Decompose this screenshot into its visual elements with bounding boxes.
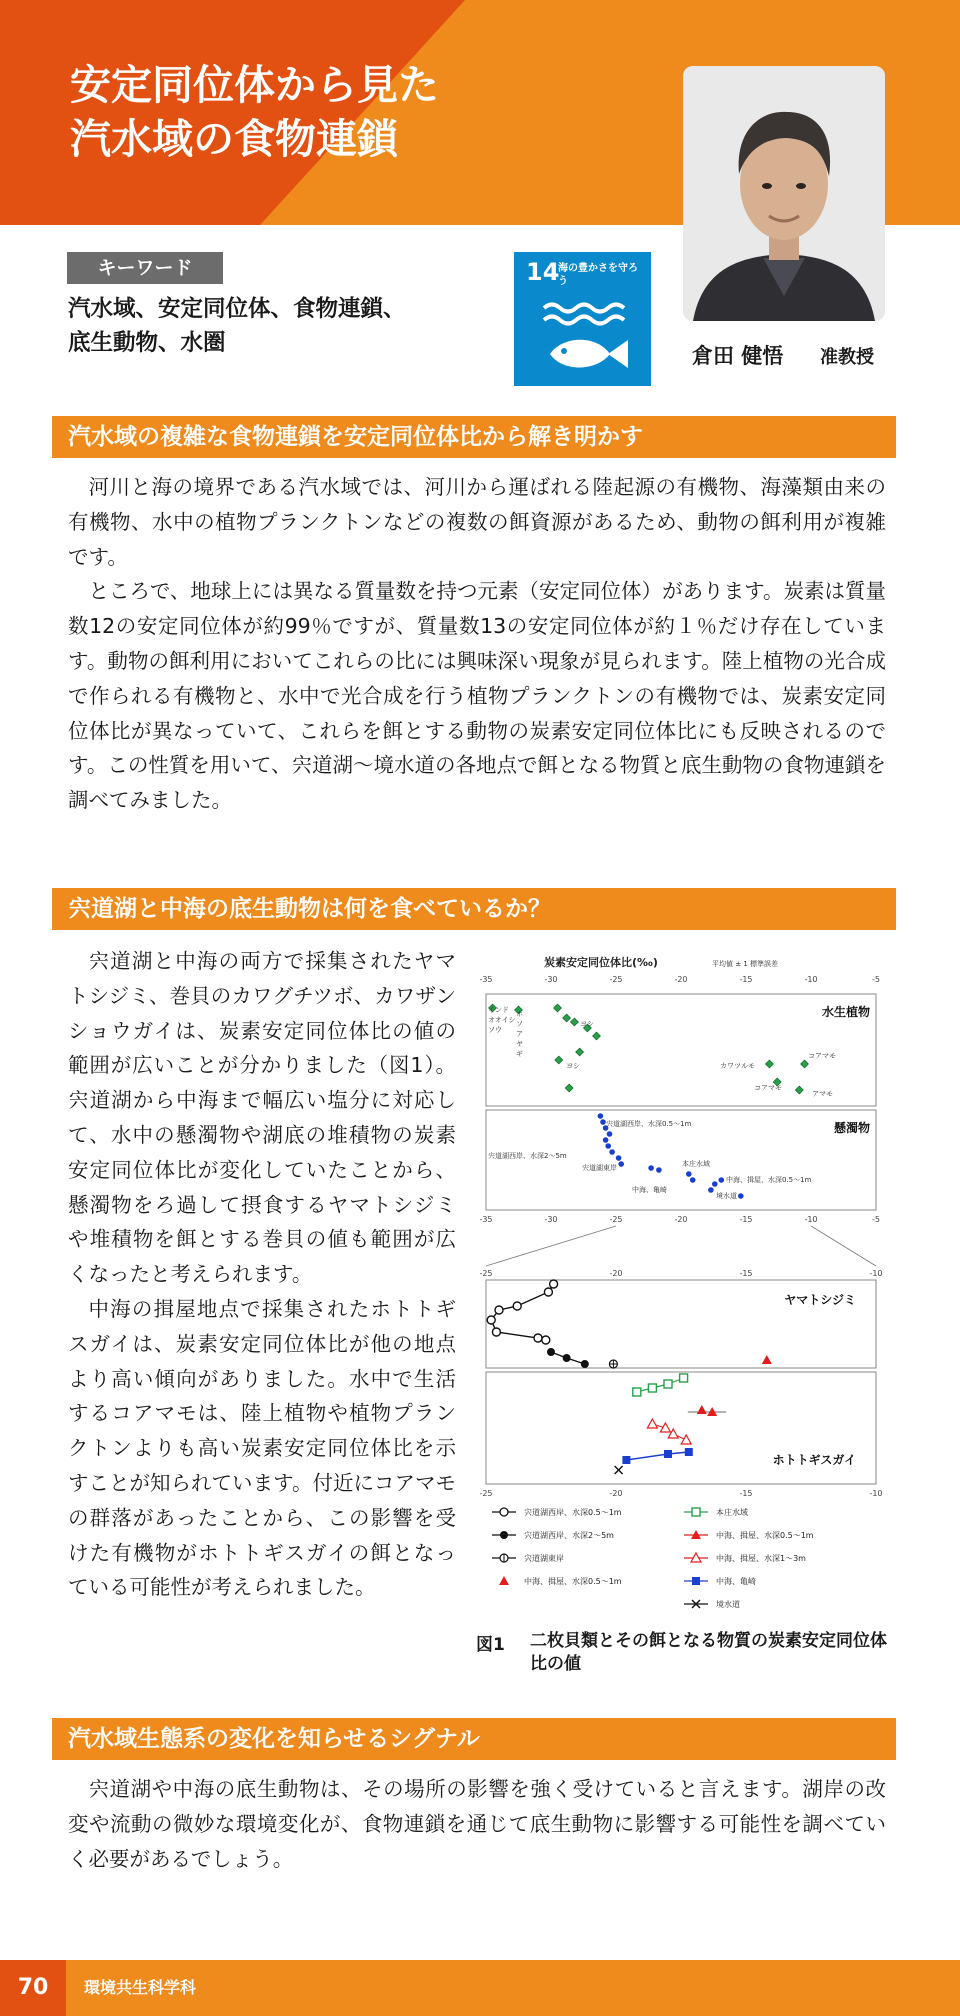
plant-label: アマモ xyxy=(812,1090,833,1098)
paragraph: 河川と海の境界である汽水域では、河川から運ばれる陸起源の有機物、海藻類由来の有機物、水中の植物プランクトンなどの複数の餌資源があるため、動物の餌利用が複雑です。 xyxy=(68,475,886,569)
title-line-2: 汽水域の食物連鎖 xyxy=(70,115,398,163)
top-tick-label-lower: -25 xyxy=(609,1215,623,1224)
bottom-tick-label-upper: -25 xyxy=(479,1269,493,1278)
suspended-label: 宍道湖西岸、水深0.5～1m xyxy=(606,1120,692,1128)
honjo-point xyxy=(648,1384,656,1392)
legend-marker xyxy=(499,1576,509,1585)
bottom-tick-label-upper: -20 xyxy=(609,1269,623,1278)
shijimi-open-point xyxy=(542,1336,550,1344)
suspended-point xyxy=(712,1181,718,1187)
honjo-point xyxy=(633,1388,641,1396)
page-title xyxy=(70,58,439,166)
legend-label: 中海、揖屋、水深0.5～1m xyxy=(524,1577,622,1586)
suspended-point xyxy=(605,1143,611,1149)
figure-1-chart xyxy=(472,952,890,1662)
section-heading-2: 宍道湖と中海の底生動物は何を食べているか？ xyxy=(52,888,896,930)
top-tick-label: -15 xyxy=(739,975,753,984)
plant-label: ソ xyxy=(516,1020,523,1028)
plant-label: カワツルモ xyxy=(720,1062,755,1070)
suspended-point xyxy=(686,1171,692,1177)
section-1-body xyxy=(68,470,886,818)
suspended-point xyxy=(603,1137,609,1143)
legend-label: 中海、揖屋、水深0.5～1m xyxy=(716,1531,814,1540)
sdg-14-badge xyxy=(514,252,651,386)
bottom-tick-label-upper: -10 xyxy=(869,1269,883,1278)
author-name: 倉田 健悟 xyxy=(692,344,784,368)
top-tick-label: -35 xyxy=(479,975,493,984)
top-tick-label-lower: -10 xyxy=(804,1215,818,1224)
legend-label: 宍道湖西岸、水深2～5m xyxy=(524,1531,614,1540)
plant-label: ア xyxy=(516,1030,523,1038)
suspended-point xyxy=(738,1193,744,1199)
bottom-tick-label: -25 xyxy=(479,1489,493,1498)
shijimi-open-point xyxy=(492,1328,500,1336)
zoom-line-right xyxy=(811,1226,876,1266)
paragraph: ところで、地球上には異なる質量数を持つ元素（安定同位体）があります。炭素は質量数12の安定同位体が約99％ですが、質量数13の安定同位体が約１％だけ存在しています。動物の餌利用においてこれらの比には興味深い現象が見られます。陸上植物の光合成で作られる有機物と、水中で光合成を行う植物プランクトンの有機物では、炭素安定同位体比が異なっていて、これらを餌とする動物の炭素安定同位体比にも反映されるのです。この性質を用いて、宍道湖～境水道の各地点で餌となる物質と底生動物の食物連鎖を調べてみました。 xyxy=(68,579,886,813)
paragraph: 宍道湖と中海の両方で採集されたヤマトシジミ、巻貝のカワグチツボ、カワザンショウガイは、炭素安定同位体比の値の範囲が広いことが分かりました（図1）。宍道湖から中海まで幅広い塩分に対応して、水中の懸濁物や湖底の堆積物の炭素安定同位体比が変化していたことから、懸濁物をろ過して摂食するヤマトシジミや堆積物を餌とする巻貝の値も範囲が広くなったと考えられます。 xyxy=(68,949,456,1287)
panel-label: ホトトギスガイ xyxy=(772,1453,856,1467)
paragraph: 中海の揖屋地点で採集されたホトトギスガイは、炭素安定同位体比が他の地点より高い傾向がありました。水中で生活するコアマモは、陸上植物や植物プランクトンよりも高い炭素安定同位体比を示すことが知られています。付近にコアマモの群落があったことから、この影響を受けた有機物がホトトギスガイの餌となっている可能性が考えられました。 xyxy=(68,1296,456,1600)
top-tick-label: -10 xyxy=(804,975,818,984)
plant-label: インド xyxy=(488,1006,509,1014)
legend-label: 中海、揖屋、水深1～3m xyxy=(716,1554,806,1563)
plant-label: コアマモ xyxy=(754,1084,782,1092)
bottom-tick-label: -20 xyxy=(609,1489,623,1498)
kamezaki-point xyxy=(664,1450,672,1458)
suspended-point xyxy=(616,1155,622,1161)
panel-label: 懸濁物 xyxy=(833,1121,870,1135)
fish-waves-icon xyxy=(514,252,651,386)
legend-label: 宍道湖東岸 xyxy=(524,1554,564,1563)
honjo-point xyxy=(664,1380,672,1388)
panel-label: 水生植物 xyxy=(821,1005,870,1019)
plant-label: ギ xyxy=(516,1050,523,1058)
shijimi-open-point xyxy=(544,1288,552,1296)
kamezaki-point xyxy=(622,1456,630,1464)
bottom-tick-label-upper: -15 xyxy=(739,1269,753,1278)
suspended-label: 中海、揖屋、水深0.5～1m xyxy=(726,1176,812,1184)
footer xyxy=(0,1960,960,2016)
portrait-illustration xyxy=(683,66,885,321)
suspended-point xyxy=(609,1149,615,1155)
sdg-label: 海の豊かさを守ろう xyxy=(558,263,638,287)
top-tick-label-lower: -20 xyxy=(674,1215,688,1224)
section-3-body xyxy=(68,1772,886,1876)
suspended-label: 宍道湖西岸、水深2～5m xyxy=(488,1152,567,1160)
keywords xyxy=(68,292,468,360)
author-photo xyxy=(683,66,885,321)
suspended-point xyxy=(618,1161,624,1167)
chart-note: 平均値 ± 1 標準誤差 xyxy=(712,960,778,968)
plant-label: ヤ xyxy=(516,1040,523,1048)
top-tick-label: -20 xyxy=(674,975,688,984)
figure-caption: 二枚貝類とその餌となる物質の炭素安定同位体比の値 xyxy=(530,1631,887,1674)
sdg-number: 14 xyxy=(526,258,560,286)
top-tick-label-lower: -15 xyxy=(739,1215,753,1224)
kamezaki-point xyxy=(685,1448,693,1456)
plant-label: ヨシ xyxy=(566,1062,580,1070)
legend-marker xyxy=(500,1531,508,1539)
keywords-line-1: 汽水域、安定同位体、食物連鎖、 xyxy=(68,296,406,322)
legend-marker xyxy=(692,1508,700,1516)
panel-hototogisu xyxy=(486,1372,876,1484)
chart-title: 炭素安定同位体比(‰) xyxy=(544,956,658,969)
legend-label: 宍道湖西岸、水深0.5～1m xyxy=(524,1508,622,1517)
suspended-label: 宍道湖東岸 xyxy=(582,1164,617,1172)
shijimi-filled-point xyxy=(563,1354,571,1362)
figure-number: 図1 xyxy=(476,1635,505,1655)
legend-label: 境水道 xyxy=(716,1600,740,1609)
shijimi-open-point xyxy=(495,1306,503,1314)
plant-label: オオイシ xyxy=(488,1016,516,1024)
keywords-line-2: 底生動物、水圏 xyxy=(68,330,226,356)
top-tick-label: -5 xyxy=(872,975,880,984)
suspended-point xyxy=(648,1165,654,1171)
bottom-tick-label: -15 xyxy=(739,1489,753,1498)
plant-label: ヨシ xyxy=(580,1020,594,1028)
suspended-point xyxy=(600,1119,606,1125)
suspended-label: 中海、亀崎 xyxy=(632,1186,667,1194)
shijimi-open-point xyxy=(550,1280,558,1288)
shijimi-open-point xyxy=(534,1334,542,1342)
suspended-label: 境水道 xyxy=(716,1192,737,1200)
top-tick-label-lower: -5 xyxy=(872,1215,880,1224)
page-number: 70 xyxy=(0,1960,66,2016)
suspended-point xyxy=(607,1131,613,1137)
suspended-point xyxy=(719,1177,725,1183)
title-line-1: 安定同位体から見た xyxy=(70,61,439,109)
department-name: 環境共生科学科 xyxy=(84,1978,197,1997)
suspended-point xyxy=(598,1113,604,1119)
author-title: 准教授 xyxy=(820,347,874,368)
paragraph: 宍道湖や中海の底生動物は、その場所の影響を強く受けていると言えます。湖岸の改変や流動の微妙な環境変化が、食物連鎖を通じて底生動物に影響する可能性を調べていく必要があるでしょう。 xyxy=(68,1777,886,1871)
suspended-point xyxy=(656,1167,662,1173)
plant-label: コアマモ xyxy=(808,1052,836,1060)
plant-label: ホ xyxy=(516,1010,523,1018)
panel-label: ヤマトシジミ xyxy=(784,1293,856,1307)
legend-label: 中海、亀崎 xyxy=(716,1577,756,1586)
isotope-chart xyxy=(472,952,890,1632)
shijimi-open-point xyxy=(487,1316,495,1324)
section-2-body xyxy=(68,944,456,1605)
suspended-point xyxy=(690,1177,696,1183)
section-heading-1: 汽水域の複雑な食物連鎖を安定同位体比から解き明かす xyxy=(52,416,896,458)
zoom-line-left xyxy=(486,1226,616,1266)
keyword-tag: キーワード xyxy=(67,252,223,284)
top-tick-label: -30 xyxy=(544,975,558,984)
legend-label: 本庄水域 xyxy=(716,1508,748,1517)
shijimi-open-point xyxy=(513,1302,521,1310)
top-tick-label-lower: -35 xyxy=(479,1215,493,1224)
suspended-point xyxy=(708,1187,714,1193)
suspended-label: 本庄水域 xyxy=(682,1160,710,1168)
legend-marker xyxy=(692,1577,700,1585)
bottom-tick-label: -10 xyxy=(869,1489,883,1498)
section-heading-3: 汽水域生態系の変化を知らせるシグナル xyxy=(52,1718,896,1760)
honjo-point xyxy=(680,1374,688,1382)
shijimi-filled-point xyxy=(547,1348,555,1356)
top-tick-label: -25 xyxy=(609,975,623,984)
plant-label: ソウ xyxy=(488,1026,502,1034)
top-tick-label-lower: -30 xyxy=(544,1215,558,1224)
legend-marker xyxy=(500,1508,508,1516)
shijimi-filled-point xyxy=(581,1360,589,1368)
